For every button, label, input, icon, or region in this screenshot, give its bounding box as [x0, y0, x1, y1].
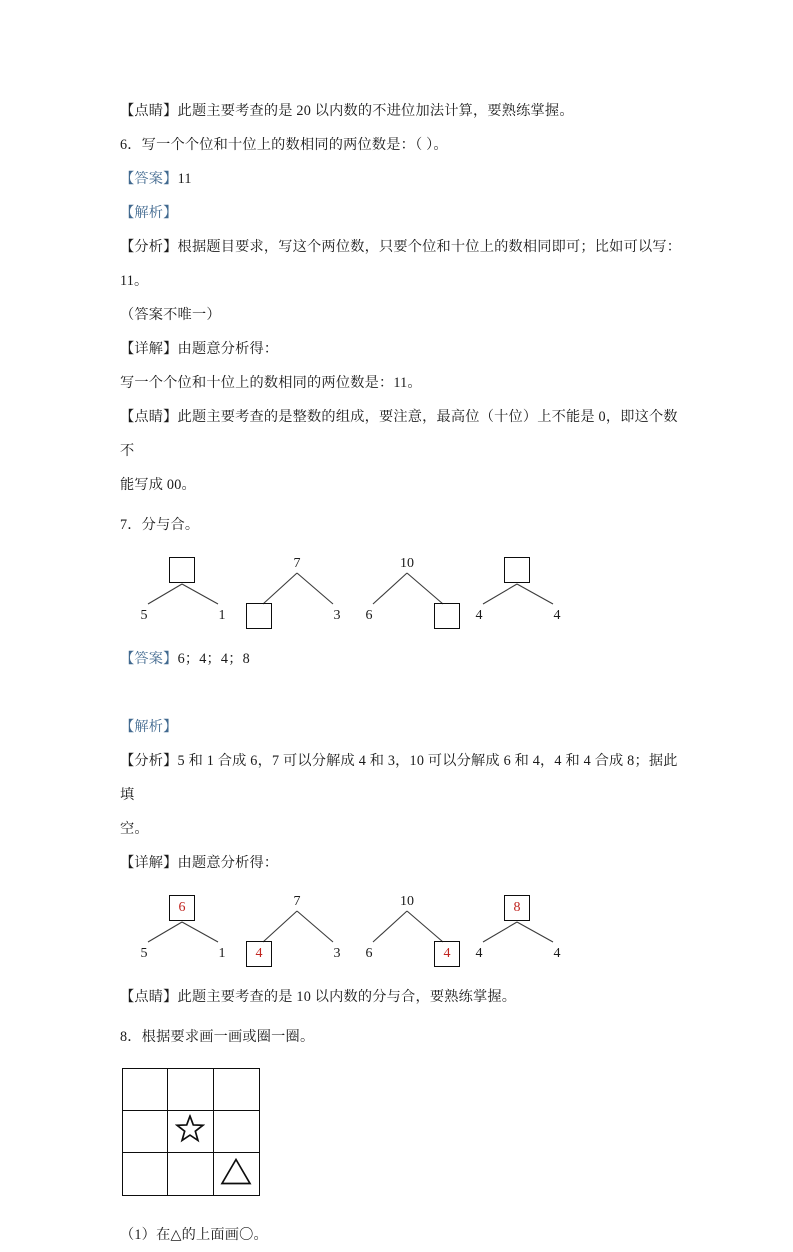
number-bond-left-box[interactable] — [246, 603, 272, 629]
number-bond-right-value: 1 — [218, 946, 226, 961]
number-bond-top-value: 10 — [400, 556, 414, 571]
answer-tag: 【答案】 — [120, 171, 178, 187]
q8-sub1: （1）在△的上面画〇。 — [120, 1227, 268, 1243]
grid-cell-r3c3[interactable] — [214, 1153, 259, 1195]
number-bond-top-box[interactable] — [504, 557, 530, 583]
grid-cell-r2c3[interactable] — [214, 1111, 259, 1153]
q6-stem: 6．写一个个位和十位上的数相同的两位数是：（ ）。 — [120, 137, 448, 153]
number-bond-left-value: 6 — [365, 608, 373, 623]
grid-cell-r3c1[interactable] — [123, 1153, 168, 1195]
number-bond-question-3 — [355, 548, 475, 632]
number-bond-top-box[interactable]: 8 — [504, 895, 530, 921]
jiexi-tag: 【解析】 — [120, 205, 178, 221]
q7-fenxi-line: 【分析】5 和 1 合成 6，7 可以分解成 4 和 3，10 可以分解成 6 和 4，4 和 4 合成 8；据此填 — [120, 753, 678, 803]
number-bond-answer-1 — [130, 886, 250, 970]
number-bond-left-value: 5 — [140, 608, 148, 623]
number-bond-right-value: 3 — [333, 946, 341, 961]
number-bond-left-value: 5 — [140, 946, 148, 961]
number-bond-left-value: 4 — [475, 946, 483, 961]
page-content — [120, 94, 682, 1252]
number-bond-right-value: 4 — [553, 946, 561, 961]
q7-dianjing-line: 【点睛】此题主要考查的是 10 以内数的分与合，要熟练掌握。 — [120, 989, 517, 1005]
grid-cell-r2c2[interactable] — [168, 1111, 213, 1153]
number-bond-top-value: 7 — [293, 894, 301, 909]
number-bond-row-question — [120, 548, 682, 632]
grid-cell-r3c2[interactable] — [168, 1153, 213, 1195]
q6-fenxi-line-2: （答案不唯一） — [120, 307, 221, 323]
q6-xiangjie-line-2: 写一个个位和十位上的数相同的两位数是：11。 — [120, 375, 422, 391]
number-bond-answer-4 — [465, 886, 585, 970]
triangle-icon — [220, 1157, 252, 1192]
number-bond-right-box[interactable] — [434, 603, 460, 629]
number-bond-top-value: 10 — [400, 894, 414, 909]
number-bond-right-value: 4 — [553, 608, 561, 623]
shape-grid — [122, 1068, 260, 1196]
grid-cell-r1c2[interactable] — [168, 1069, 213, 1111]
number-bond-left-value: 6 — [365, 946, 373, 961]
q7-stem: 7．分与合。 — [120, 517, 200, 533]
q7-fenxi-line-2: 空。 — [120, 821, 149, 837]
number-bond-answer-3 — [355, 886, 475, 970]
number-bond-top-box[interactable]: 6 — [169, 895, 195, 921]
answer-tag: 【答案】 — [120, 651, 178, 667]
number-bond-question-2 — [245, 548, 365, 632]
number-bond-left-value: 4 — [475, 608, 483, 623]
number-bond-row-answer — [120, 886, 682, 970]
q7-answer-line — [120, 642, 682, 676]
q7-jiexi-line — [120, 710, 682, 744]
number-bond-left-box[interactable]: 4 — [246, 941, 272, 967]
number-bond-question-4 — [465, 548, 585, 632]
q6-dianjing-line: 【点睛】此题主要考查的是整数的组成，要注意，最高位（十位）上不能是 0，即这个数不 — [120, 409, 678, 459]
number-bond-answer-2 — [245, 886, 365, 970]
q8-stem: 8．根据要求画一画或圈一圈。 — [120, 1029, 315, 1045]
number-bond-top-box[interactable] — [169, 557, 195, 583]
grid-cell-r1c1[interactable] — [123, 1069, 168, 1111]
number-bond-question-1 — [130, 548, 250, 632]
jiexi-tag: 【解析】 — [120, 719, 178, 735]
q6-answer-line — [120, 162, 682, 196]
grid-cell-r2c1[interactable] — [123, 1111, 168, 1153]
q6-jiexi-line — [120, 196, 682, 230]
q7-xiangjie-line: 【详解】由题意分析得： — [120, 855, 279, 871]
shape-grid-wrapper — [122, 1068, 262, 1198]
number-bond-right-value: 1 — [218, 608, 226, 623]
q6-dianjing-line-2: 能写成 00。 — [120, 477, 196, 493]
q5-dianjing-line: 【点睛】此题主要考查的是 20 以内数的不进位加法计算，要熟练掌握。 — [120, 103, 574, 119]
star-icon — [175, 1114, 205, 1149]
number-bond-top-value: 7 — [293, 556, 301, 571]
q6-fenxi-line: 【分析】根据题目要求，写这个两位数，只要个位和十位上的数相同即可；比如可以写：11。 — [120, 239, 682, 289]
q7-answer-value: 6；4；4；8 — [177, 651, 250, 667]
q6-xiangjie-line: 【详解】由题意分析得： — [120, 341, 279, 357]
q6-answer-value: 11 — [177, 171, 192, 187]
number-bond-right-box[interactable]: 4 — [434, 941, 460, 967]
number-bond-right-value: 3 — [333, 608, 341, 623]
grid-cell-r1c3[interactable] — [214, 1069, 259, 1111]
